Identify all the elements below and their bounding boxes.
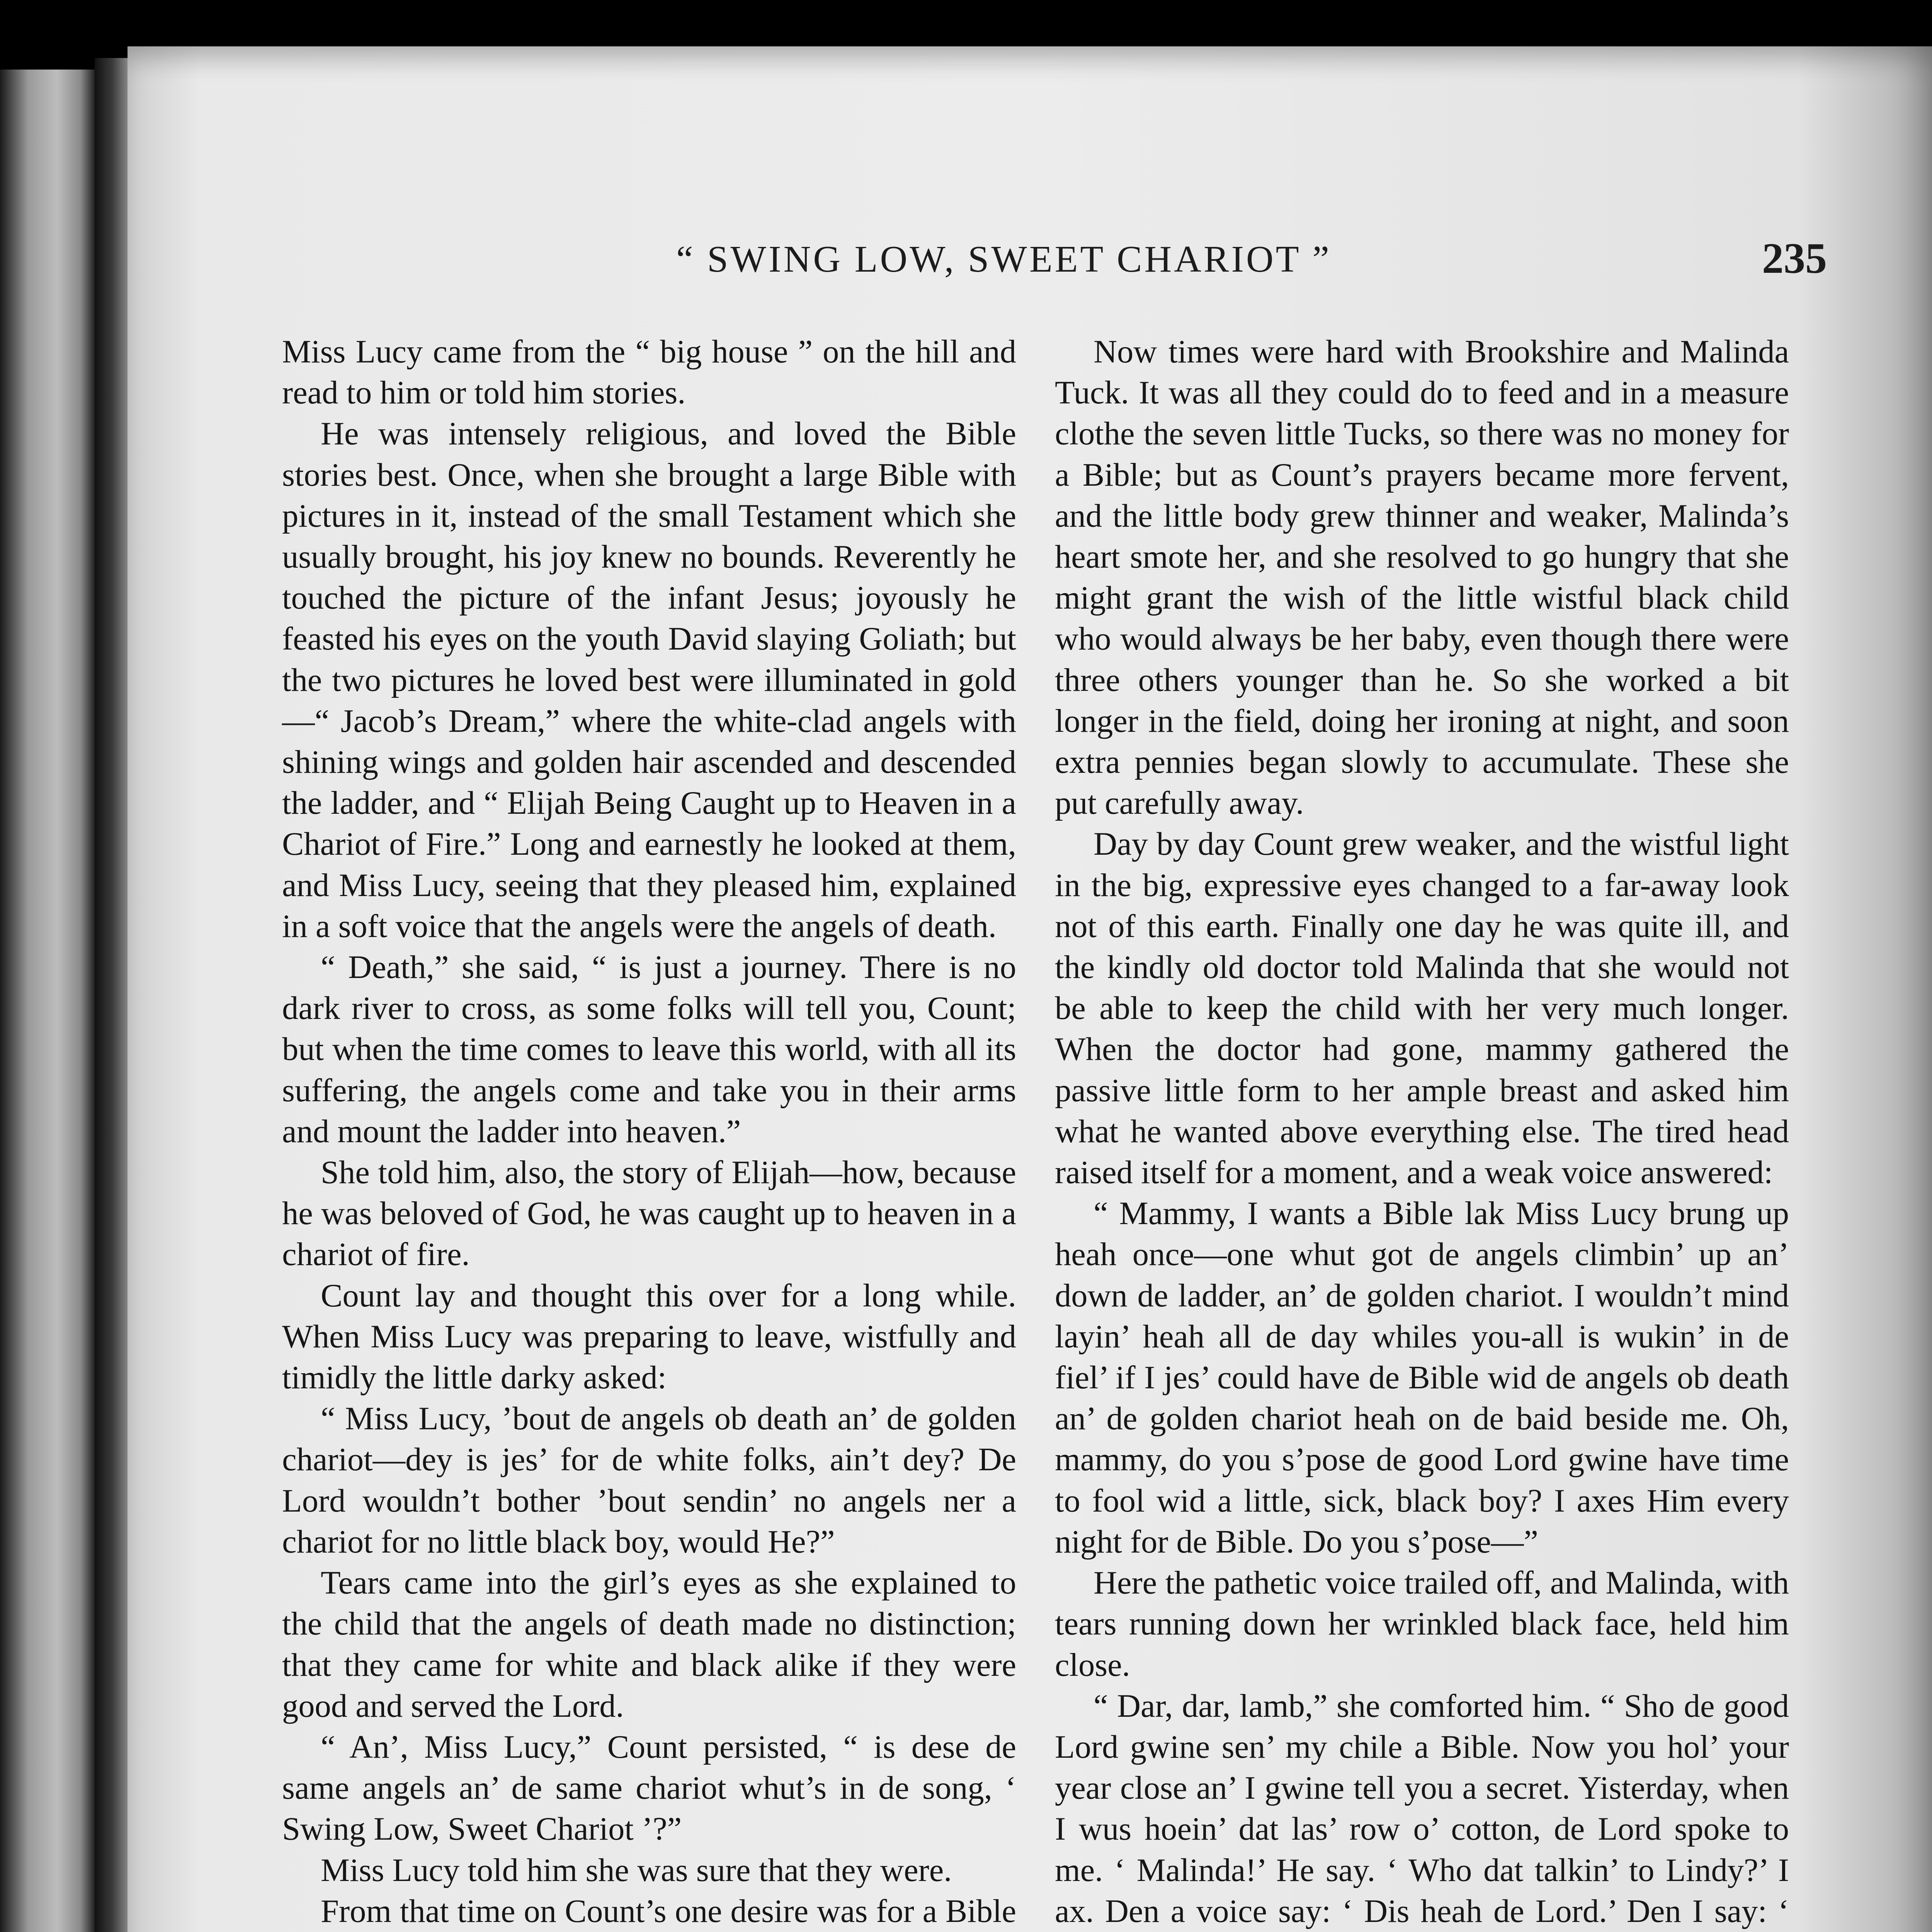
paragraph: “ Dar, dar, lamb,” she comforted him. “ Sho de good Lord gwine sen’ my chile a Bible. Now you hol’ your year close an’ I gwine tell you a secret. Yisterday, when I wus hoein’ dat las’ row o’ cotton, de Lord spoke to me. ‘ Malinda!’ He say. ‘ Who dat talkin’ to Lindy?’ I ax. Den a voice say: ‘ Dis heah de Lord.’ Den I say: ‘ [1055, 1688, 1789, 1929]
paragraph: “ Death,” she said, “ is just a journey. There is no dark river to cross, as some folks will tell you, Count; but when the time comes to leave this world, with all its suffering, the angels come and take you in their arms and mount the ladder into heaven.” [282, 949, 1016, 1150]
paragraph: “ Miss Lucy, ’bout de angels ob death an’ de golden chariot—dey is jes’ for de white folks, ain’t dey? De Lord wouldn’t bother ’bout sendin’ no angels ner a chariot for no little black boy, would He?” [282, 1401, 1016, 1560]
paragraph: Miss Lucy came from the “ big house ” on the hill and read to him or told him stories. [282, 334, 1016, 411]
paragraph: “ Mammy, I wants a Bible lak Miss Lucy brung up heah once—one whut got de angels climbin’ up an’ down de ladder, an’ de golden chariot. I wouldn’t mind layin’ heah all de day whiles you-all is wukin’ in de fiel’ if I jes’ could have de Bible wid de angels ob death an’ de golden chariot heah on de baid beside me. Oh, mammy, do you s’pose de good Lord gwine have time to fool wid a little, sick, black boy? I axes Him every night for de Bible. Do you s’pose—” [1055, 1196, 1789, 1560]
paragraph: “ An’, Miss Lucy,” Count persisted, “ is dese de same angels an’ de same chariot whut’s in de song, ‘ Swing Low, Sweet Chariot ’?” [282, 1729, 1016, 1847]
page-number: 235 [1762, 235, 1827, 282]
right-text-column [1055, 332, 1789, 1932]
facing-page-edge [0, 70, 95, 1932]
left-text-column [282, 332, 1016, 1932]
running-head: “ SWING LOW, SWEET CHARIOT ” [676, 238, 1332, 280]
paragraph: Here the pathetic voice trailed off, and Malinda, with tears running down her wrinkled black face, held him close. [1055, 1565, 1789, 1683]
paragraph: She told him, also, the story of Elijah—how, because he was beloved of God, he was caught up to heaven in a chariot of fire. [282, 1155, 1016, 1273]
paragraph: Miss Lucy told him she was sure that they were. [321, 1852, 952, 1888]
paragraph: He was intensely religious, and loved the Bible stories best. Once, when she brought a large Bible with pictures in it, instead of the small Testament which she usually brought, his joy knew no bounds. Reverently he touched the picture of the infant Jesus; joyously he feasted his eyes on the youth David slaying Goliath; but the two pictures he loved best were illuminated in gold—“ Jacob’s Dream,” where the white-clad angels with shining wings and golden hair ascended and descended the ladder, and “ Elijah Being Caught up to Heaven in a Chariot of Fire.” Long and earnestly he looked at them, and Miss Lucy, seeing that they pleased him, explained in a soft voice that the angels were the angels of death. [282, 416, 1016, 944]
paragraph: Day by day Count grew weaker, and the wistful light in the big, expressive eyes changed to a far-away look not of this earth. Finally one day he was quite ill, and the kindly old doctor told Malinda that she would not be able to keep the child with her very much longer. When the doctor had gone, mammy gathered the passive little form to her ample breast and asked him what he wanted above everything else. The tired head raised itself for a moment, and a weak voice answered: [1055, 826, 1789, 1191]
paragraph: Tears came into the girl’s eyes as she explained to the child that the angels of death made no distinction; that they came for white and black alike if they were good and served the Lord. [282, 1565, 1016, 1724]
paragraph: Count lay and thought this over for a long while. When Miss Lucy was preparing to leave, wistfully and timidly the little darky asked: [282, 1277, 1016, 1396]
paragraph: From that time on Count’s one desire was for a Bible [321, 1893, 1016, 1929]
paragraph: Now times were hard with Brookshire and Malinda Tuck. It was all they could do to feed and in a measure clothe the seven little Tucks, so there was no money for a Bible; but as Count’s prayers became more fervent, and the little body grew thinner and weaker, Malinda’s heart smote her, and she resolved to go hungry that she might grant the wish of the little wistful black child who would always be her baby, even though there were three others younger than he. So she worked a bit longer in the field, doing her ironing at night, and soon extra pennies began slowly to accumulate. These she put carefully away. [1055, 334, 1789, 821]
